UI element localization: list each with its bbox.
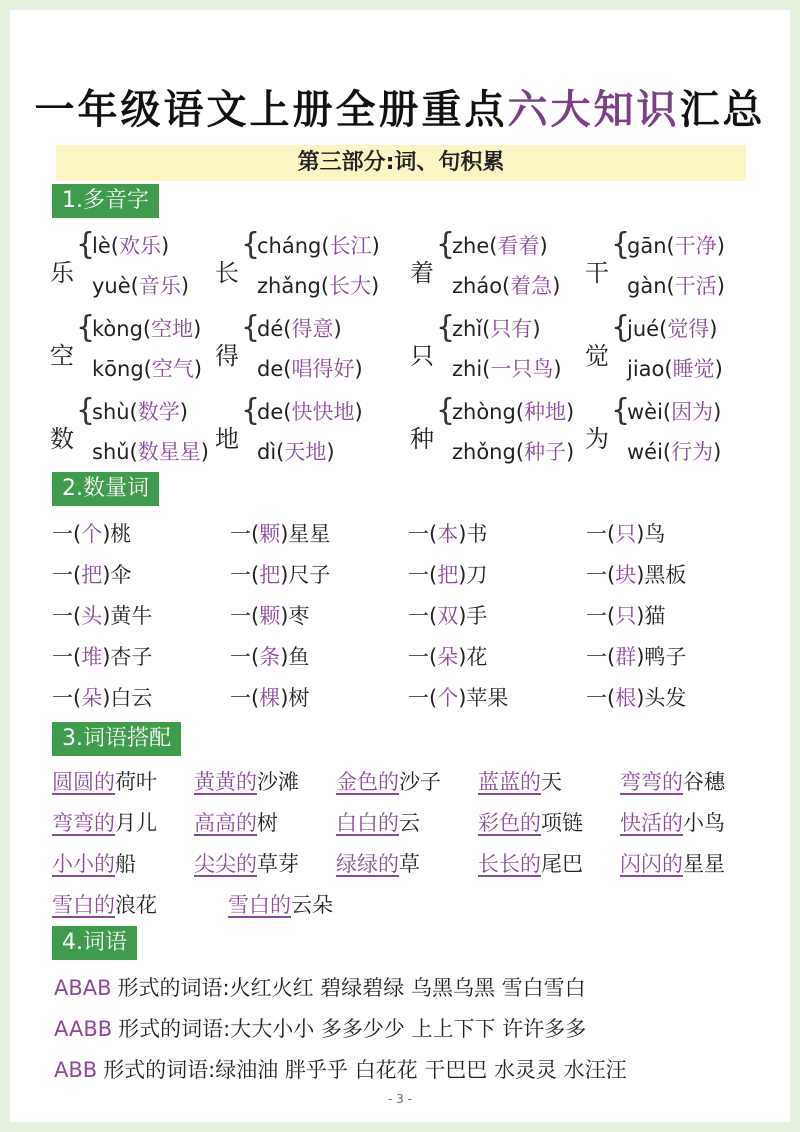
brace-icon: { [241,310,261,345]
reading-1: gān(干净) [627,234,725,258]
measure-word-item: 一(朵)白云 [52,686,153,710]
measure-word-item: 一(双)手 [408,604,488,628]
reading-2: shǔ(数星星) [92,440,209,464]
title-accent: 六大知识 [507,87,680,133]
measure-word-item: 一(只)猫 [586,604,666,628]
brace-icon: { [611,227,631,262]
polyphone-item [215,227,395,312]
section-word-forms-header: 4.词语 [52,926,137,960]
measure-word-item: 一(堆)杏子 [52,645,153,669]
collocation-item: 蓝蓝的天 [478,770,562,794]
polyphone-char: 种 [410,425,434,453]
measure-word-item: 一(块)黑板 [586,563,687,587]
reading-1: de(快快地) [257,400,363,424]
brace-icon: { [76,227,96,262]
section-polyphones-header: 1.多音字 [52,184,159,218]
brace-icon: { [76,310,96,345]
polyphone-char: 地 [215,425,239,453]
measure-word-item: 一(颗)星星 [230,522,331,546]
measure-word-item: 一(把)伞 [52,563,132,587]
measure-word-item: 一(棵)树 [230,686,310,710]
polyphone-item [585,393,765,478]
collocation-item: 快活的小鸟 [620,811,725,835]
polyphone-char: 乐 [50,259,74,287]
polyphone-char: 干 [585,259,609,287]
measure-word-item: 一(头)黄牛 [52,604,153,628]
measure-word-item: 一(把)尺子 [230,563,331,587]
brace-icon: { [436,393,456,428]
polyphone-char: 得 [215,342,239,370]
collocation-item: 黄黄的沙滩 [194,770,299,794]
measure-word-item: 一(把)刀 [408,563,488,587]
polyphone-item [585,227,765,312]
reading-2: zhi(一只鸟) [452,357,562,381]
collocation-item: 雪白的云朵 [228,893,333,917]
collocation-item: 尖尖的草芽 [194,852,299,876]
reading-2: jiao(睡觉) [627,357,723,381]
brace-icon: { [436,227,456,262]
measure-word-item: 一(条)鱼 [230,645,310,669]
title-main: 一年级语文上册全册重点 [34,87,508,133]
reading-1: zhe(看着) [452,234,548,258]
measure-word-item: 一(只)鸟 [586,522,666,546]
reading-2: kōng(空气) [92,357,203,381]
polyphone-char: 数 [50,425,74,453]
collocation-item: 小小的船 [52,852,136,876]
collocation-item: 圆圆的荷叶 [52,770,157,794]
measure-word-item: 一(本)书 [408,522,488,546]
brace-icon: { [241,227,261,262]
brace-icon: { [611,393,631,428]
collocation-item: 雪白的浪花 [52,893,157,917]
collocation-item: 长长的尾巴 [478,852,583,876]
brace-icon: { [241,393,261,428]
reading-2: zháo(着急) [452,274,561,298]
section-collocations-header: 3.词语搭配 [52,722,181,756]
reading-2: zhǒng(种子) [452,440,575,464]
measure-word-item: 一(个)苹果 [408,686,509,710]
polyphone-item [50,393,230,478]
reading-1: zhòng(种地) [452,400,575,424]
polyphone-char: 空 [50,342,74,370]
brace-icon: { [611,310,631,345]
polyphone-item [410,310,590,395]
measure-word-item: 一(朵)花 [408,645,488,669]
word-form-line: ABB 形式的词语:绿油油 胖乎乎 白花花 干巴巴 水灵灵 水汪汪 [54,1058,627,1082]
word-form-line: AABB 形式的词语:大大小小 多多少少 上上下下 许许多多 [54,1017,587,1041]
polyphone-item [215,393,395,478]
collocation-item: 白白的云 [336,811,420,835]
polyphone-char: 为 [585,425,609,453]
polyphone-item [585,310,765,395]
collocation-item: 弯弯的谷穗 [620,770,725,794]
collocation-item: 绿绿的草 [336,852,420,876]
reading-2: yuè(音乐) [92,274,190,298]
reading-1: zhǐ(只有) [452,317,541,341]
polyphone-char: 只 [410,342,434,370]
section-measure-words-header: 2.数量词 [52,472,159,506]
measure-word-item: 一(群)鸭子 [586,645,687,669]
document-page [10,10,790,1122]
collocation-item: 彩色的项链 [478,811,583,835]
reading-1: kòng(空地) [92,317,202,341]
measure-word-item: 一(颗)枣 [230,604,310,628]
page-title [10,78,790,135]
reading-1: jué(觉得) [627,317,718,341]
reading-1: shù(数学) [92,400,188,424]
polyphone-item [215,310,395,395]
reading-2: wéi(行为) [627,440,722,464]
brace-icon: { [436,310,456,345]
reading-1: wèi(因为) [627,400,722,424]
reading-1: lè(欢乐) [92,234,170,258]
collocation-item: 高高的树 [194,811,278,835]
polyphone-char: 觉 [585,342,609,370]
polyphone-item [50,310,230,395]
reading-2: zhǎng(长大) [257,274,380,298]
page-number: - 3 - [388,1092,412,1106]
polyphone-item [410,227,590,312]
reading-2: gàn(干活) [627,274,725,298]
polyphone-item [410,393,590,478]
brace-icon: { [76,393,96,428]
part-banner: 第三部分:词、句积累 [56,145,746,181]
reading-1: dé(得意) [257,317,342,341]
word-form-line: ABAB 形式的词语:火红火红 碧绿碧绿 乌黑乌黑 雪白雪白 [54,976,586,1000]
polyphone-char: 着 [410,259,434,287]
collocation-item: 闪闪的星星 [620,852,725,876]
measure-word-item: 一(根)头发 [586,686,687,710]
title-tail: 汇总 [679,87,766,133]
polyphone-char: 长 [215,259,239,287]
reading-1: cháng(长江) [257,234,380,258]
polyphone-item [50,227,230,312]
measure-word-item: 一(个)桃 [52,522,132,546]
reading-2: dì(天地) [257,440,335,464]
reading-2: de(唱得好) [257,357,363,381]
collocation-item: 弯弯的月儿 [52,811,157,835]
collocation-item: 金色的沙子 [336,770,441,794]
